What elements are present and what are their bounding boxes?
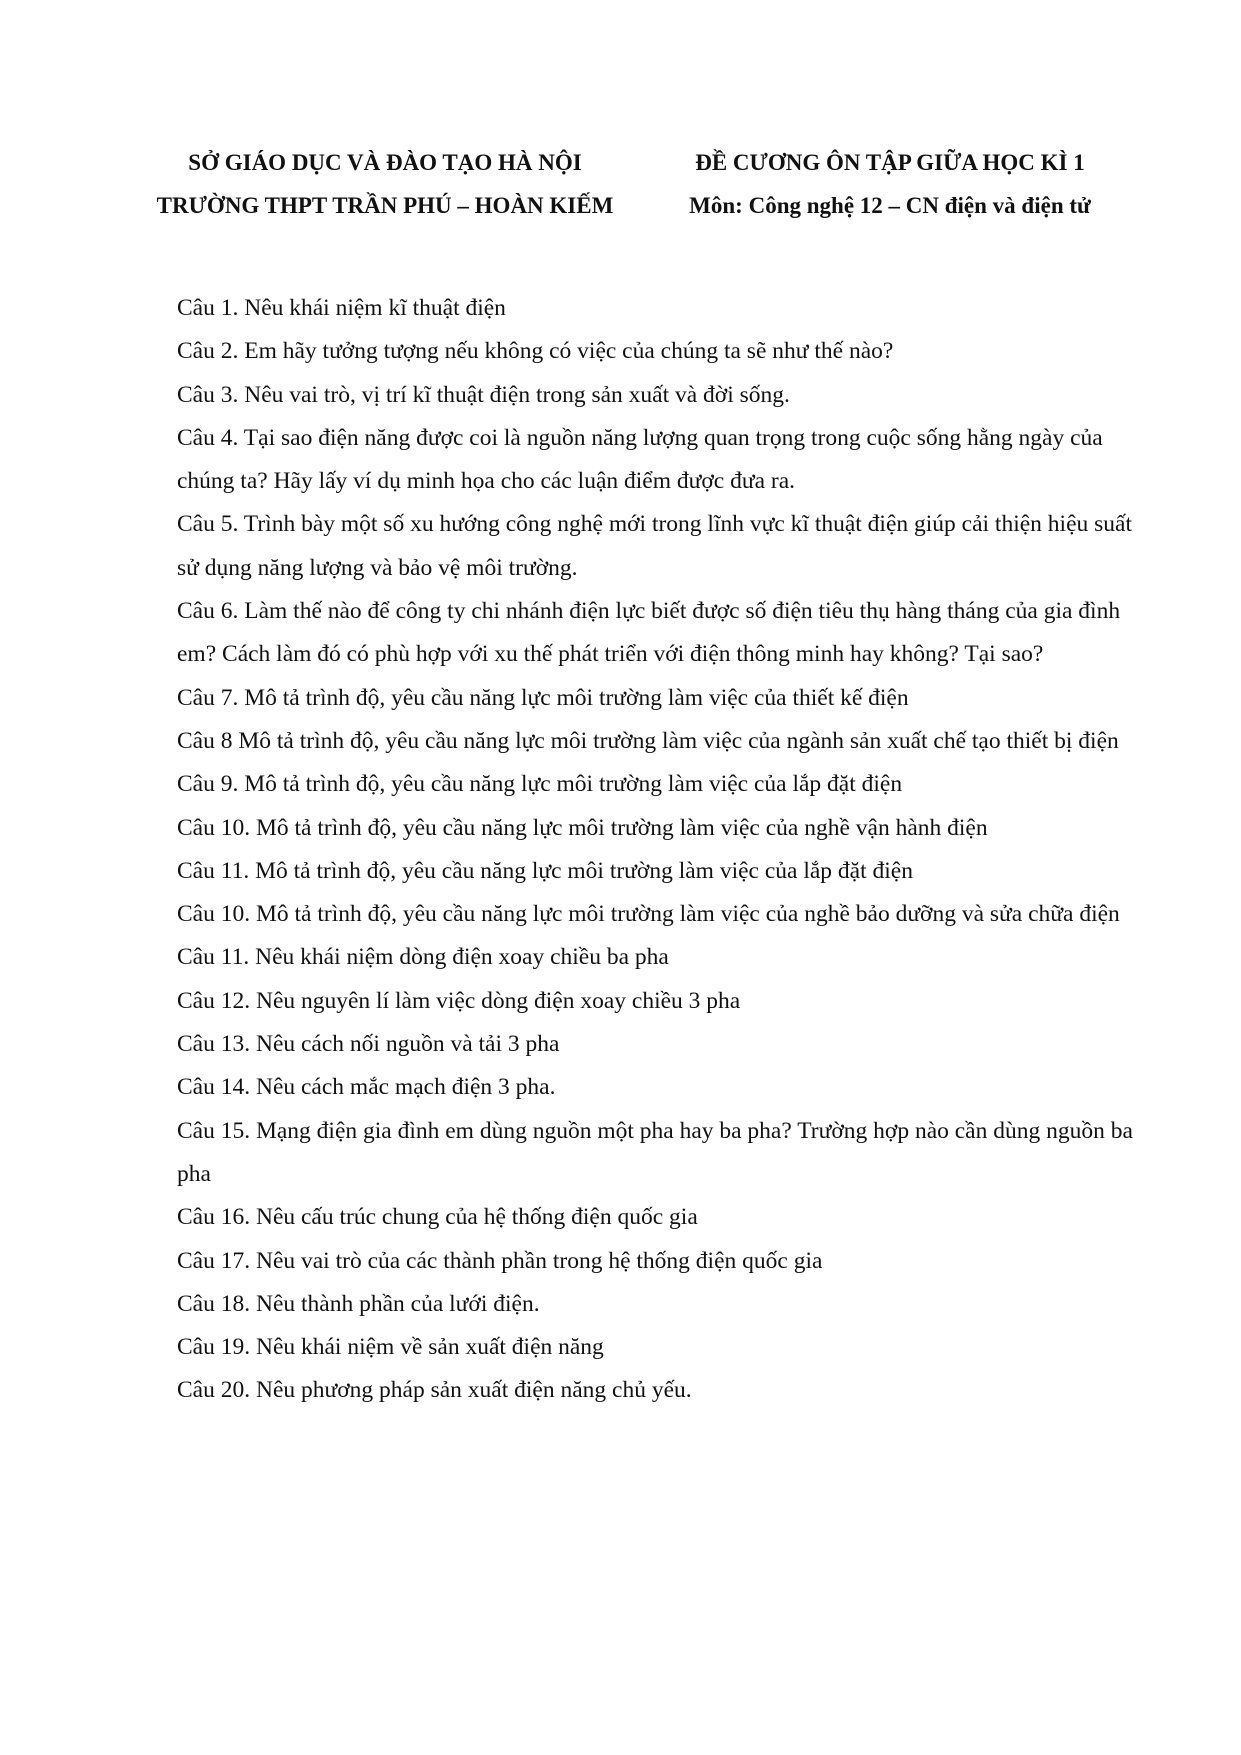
- question-list: [177, 287, 1137, 1413]
- question-item: Câu 15. Mạng điện gia đình em dùng nguồn một pha hay ba pha? Trường hợp nào cần dùng nguồn ba pha: [177, 1117, 1133, 1187]
- question-item: Câu 19. Nêu khái niệm về sản xuất điện năng: [177, 1334, 604, 1361]
- question-item: Câu 10. Mô tả trình độ, yêu cầu năng lực môi trường làm việc của nghề vận hành điện: [177, 814, 988, 841]
- question-item: Câu 11. Mô tả trình độ, yêu cầu năng lực môi trường làm việc của lắp đặt điện: [177, 857, 913, 884]
- subject-line: Môn: Công nghệ 12 – CN điện và điện tử: [689, 193, 1091, 218]
- header-department-block: [130, 141, 640, 227]
- question-item: Câu 3. Nêu vai trò, vị trí kĩ thuật điện trong sản xuất và đời sống.: [177, 381, 790, 408]
- question-item: Câu 14. Nêu cách mắc mạch điện 3 pha.: [177, 1074, 556, 1101]
- document-title: ĐỀ CƯƠNG ÔN TẬP GIỮA HỌC KÌ 1: [695, 150, 1085, 175]
- question-item: Câu 20. Nêu phương pháp sản xuất điện năng chủ yếu.: [177, 1377, 692, 1404]
- question-item: Câu 13. Nêu cách nối nguồn và tải 3 pha: [177, 1031, 560, 1058]
- question-item: Câu 6. Làm thế nào để công ty chi nhánh điện lực biết được số điện tiêu thụ hàng tháng của gia đình em? Cách làm đó có phù hợp với xu thế phát triển với điện thông minh hay không? Tại sao?: [177, 598, 1121, 668]
- question-item: Câu 1. Nêu khái niệm kĩ thuật điện: [177, 295, 506, 321]
- question-item: Câu 4. Tại sao điện năng được coi là nguồn năng lượng quan trọng trong cuộc sống hằng ngày của chúng ta? Hãy lấy ví dụ minh họa cho các luận điểm được đưa ra.: [177, 424, 1103, 495]
- department-name: SỞ GIÁO DỤC VÀ ĐÀO TẠO HÀ NỘI: [188, 150, 582, 175]
- question-item: Câu 7. Mô tả trình độ, yêu cầu năng lực môi trường làm việc của thiết kế điện: [177, 684, 909, 711]
- question-item: Câu 11. Nêu khái niệm dòng điện xoay chiều ba pha: [177, 944, 669, 971]
- question-item: Câu 9. Mô tả trình độ, yêu cầu năng lực môi trường làm việc của lắp đặt điện: [177, 771, 903, 798]
- question-item: Câu 17. Nêu vai trò của các thành phần trong hệ thống điện quốc gia: [177, 1247, 823, 1274]
- question-item: Câu 16. Nêu cấu trúc chung của hệ thống điện quốc gia: [177, 1204, 698, 1231]
- question-item: Câu 10. Mô tả trình độ, yêu cầu năng lực môi trường làm việc của nghề bảo dưỡng và sửa chữa điện: [177, 901, 1120, 928]
- school-name: TRƯỜNG THPT TRẦN PHÚ – HOÀN KIẾM: [156, 193, 614, 218]
- question-item: Câu 8 Mô tả trình độ, yêu cầu năng lực môi trường làm việc của ngành sản xuất chế tạo thiết bị điện: [177, 727, 1119, 754]
- question-item: Câu 18. Nêu thành phần của lưới điện.: [177, 1290, 540, 1317]
- question-item: Câu 5. Trình bày một số xu hướng công nghệ mới trong lĩnh vực kĩ thuật điện giúp cải thiện hiệu suất sử dụng năng lượng và bảo vệ môi trường.: [177, 511, 1132, 581]
- question-item: Câu 12. Nêu nguyên lí làm việc dòng điện xoay chiều 3 pha: [177, 987, 741, 1014]
- header-title-block: [655, 141, 1125, 227]
- question-item: Câu 2. Em hãy tưởng tượng nếu không có việc của chúng ta sẽ như thế nào?: [177, 338, 894, 365]
